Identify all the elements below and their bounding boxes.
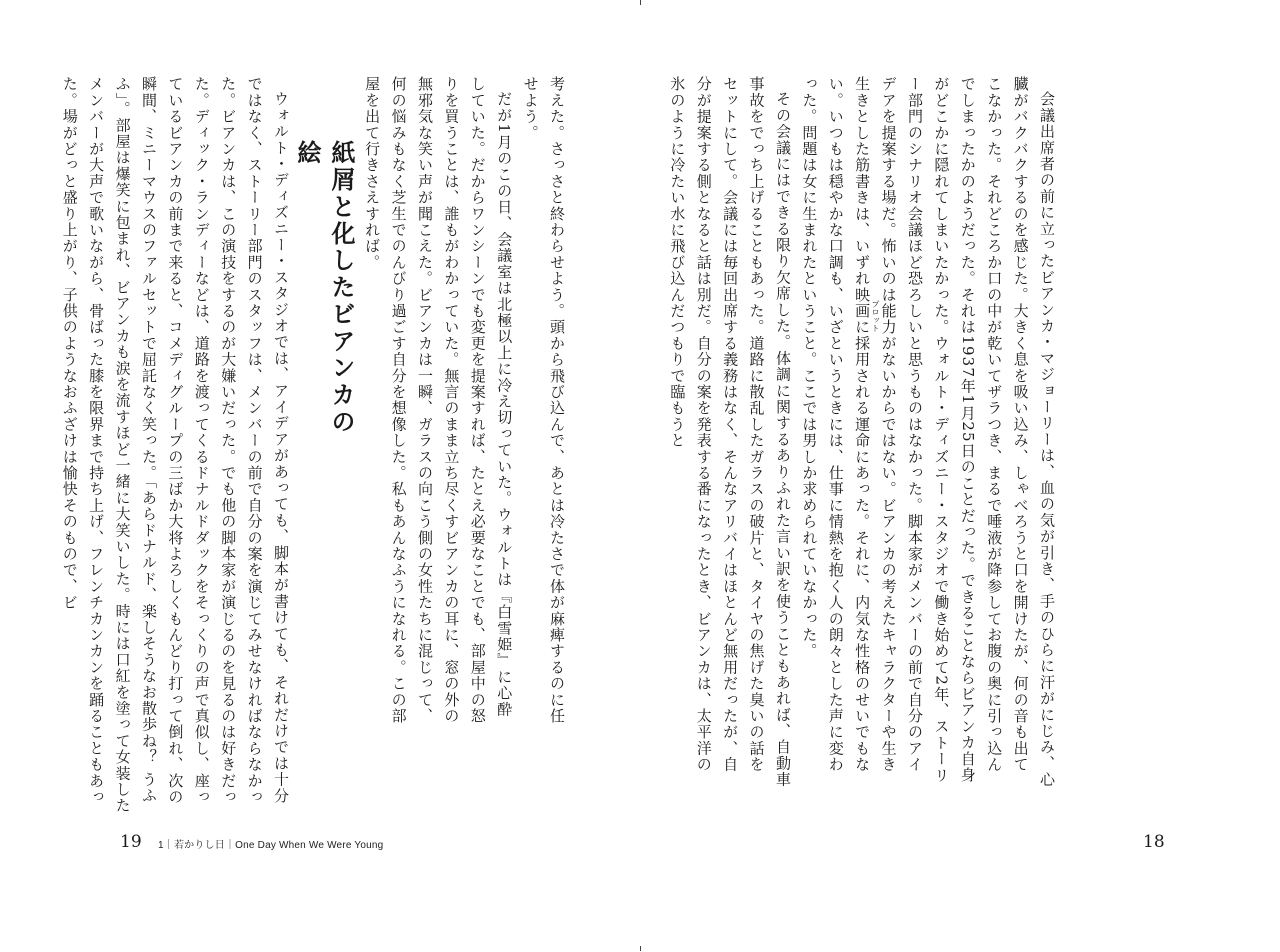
left-lower-text xyxy=(60,76,294,816)
ruby-annotation: プロット xyxy=(871,300,880,332)
chapter-heading: 紙屑と化したビアンカの絵 xyxy=(293,140,356,436)
right-paragraph-2: その会議にはできる限り欠席した。体調に関するありふれた言い訳を使うこともあれば、自動車事故をでっち上げることもあった。道路に散乱したガラスの破片と、タイヤの焦げた臭いの話をセットにして。会議には毎回出席する義務はなく、そんなアリバイはほとんど無用だったが、自分が提案する側となると話は別だ。自分の案を発表する番になったとき、ビアンカは、太平洋の氷のように冷たい水に飛び込んだつもりで臨もうと xyxy=(668,76,792,788)
left-upper-text xyxy=(363,76,570,726)
left-upper-paragraph-1: 考えた。さっさと終わらせよう。頭から飛び込んで、あとは冷たさで体が麻痺するのに任せよう。 xyxy=(521,76,566,724)
right-body-text xyxy=(668,76,1060,788)
right-paragraph-1: 会議出席者の前に立ったビアンカ・マジョーリーは、血の気が引き、手のひらに汗がにじみ、心臓がバクバクするのを感じた。大きく息を吸い込み、しゃべろうと口を開けたが、何の音も出てこなかった。それどころか口の中が乾いてザラつき、まるで唾液が降参してお腹の奥に引っ込んでしまったかのようだった。それは1937年1月25日のことだった。できることならビアンカ自身がどこかに隠れてしまいたかった。ウォルト・ディズニー・スタジオで働き始めて2年、ストーリー部門のシナリオ会議ほど恐ろしいと思うものはなかった。脚本家がメンバーの前で自分のアイデアを提案する場だ。怖いのは能力がないからではない。ビアンカの考えたキャラクターや生き生きとした筋書きは、いずれ映画に採用される運命にあった。それに、内気な性格のせいでもない。いつもは穏やかな口調も、いざというときには、仕事に情熱を抱く人の朗々とした声に変わった。問題は女に生まれたということ。ここでは男しか求められていなかった。 xyxy=(800,76,1056,788)
page-number-right: 18 xyxy=(1143,832,1165,852)
left-lower-paragraph-1: ウォルト・ディズニー・スタジオでは、アイデアがあっても、脚本が書けても、それだけでは十分ではなく、ストーリー部門のスタッフは、メンバーの前で自分の案を演じてみせなければならなかった。ビアンカは、この演技をするのが大嫌いだった。でも他の脚本家が演じるのを見るのは好きだった。ディック・ランディーなどは、道路を渡ってくるドナルドダックをそっくりの声で真似し、座っているビアンカの前まで来ると、コメディグループの三ばか大将よろしくもんどり打って倒れ、次の瞬間、ミニーマウスのファルセットで屈託なく笑った。「あらドナルド、楽しそうなお散歩ね？ うふふ」。部屋は爆笑に包まれ、ビアンカも涙を流すほど一緒に大笑いした。時には口紅を塗って女装したメンバーが大声で歌いながら、骨ばった膝を限界まで持ち上げ、フレンチカンカンを踊ることもあった。場がどっと盛り上がり、子供のようなおふざけは愉快そのもので、ビ xyxy=(60,76,290,814)
running-head: 1｜若かりし日｜One Day When We Were Young xyxy=(158,840,384,851)
crop-mark-top xyxy=(640,0,641,5)
page-number-left: 19 xyxy=(120,832,142,852)
crop-mark-bottom xyxy=(640,946,641,951)
right-page xyxy=(640,0,1280,952)
left-upper-paragraph-2: だが1月のこの日、会議室は北極以上に冷え切っていた。ウォルトは『白雪姫』に心酔していた。だからワンシーンでも変更を提案すれば、たとえ必要なことでも、部屋中の怒りを買うことは、誰もがわかっていた。無言のまま立ち尽くすビアンカの耳に、窓の外の無邪気な笑い声が聞こえた。ビアンカは一瞬、ガラスの向こう側の女性たちに混じって、何の悩みもなく芝生でのんびり過ごす自分を想像した。私もあんなふうになれる。この部屋を出て行きさえすれば。 xyxy=(363,76,514,724)
